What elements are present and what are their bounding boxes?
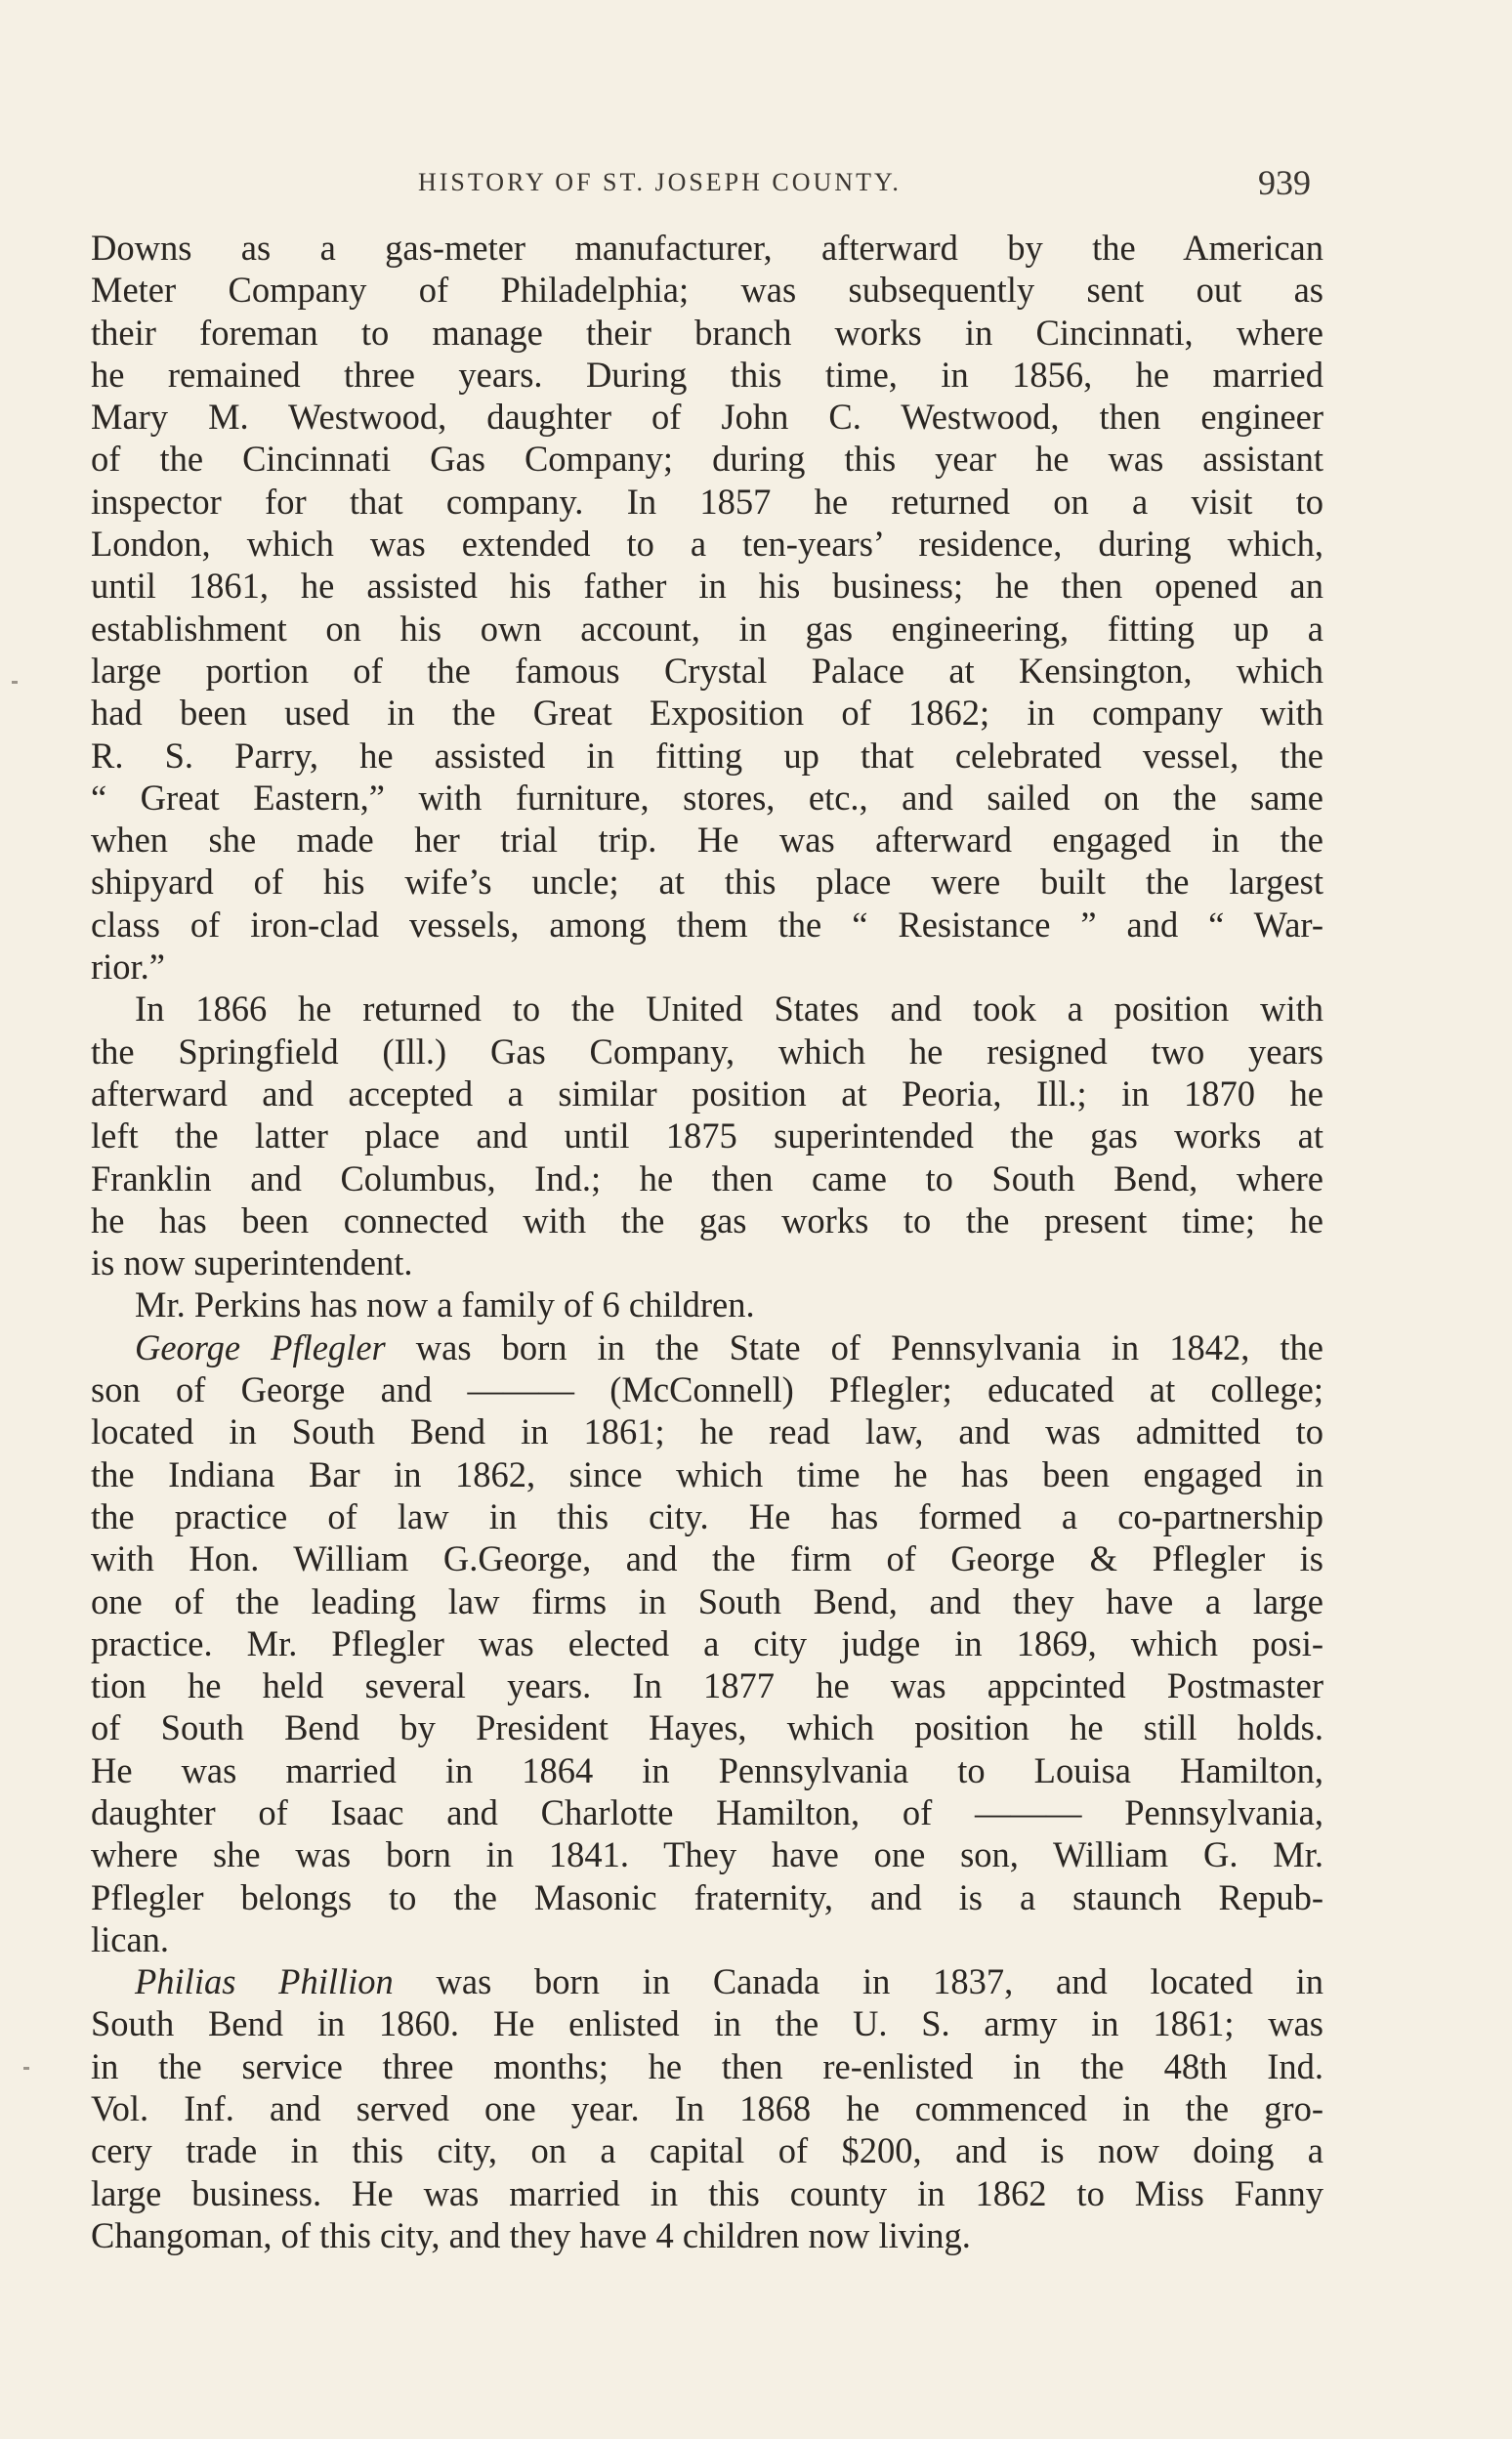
text-line [91,1495,1323,1537]
line-text: Meter Company of Philadelphia; was subsequently sent out as [91,270,1323,311]
text-line [91,1326,1323,1368]
line-text: R. S. Parry, he assisted in fitting up that celebrated vessel, the [91,735,1323,776]
text-line [91,2045,1323,2087]
margin-mark [12,681,18,684]
line-text: is now superintendent. [91,1242,413,1283]
text-line [91,2172,1323,2214]
line-text: afterward and accepted a similar position at Peoria, Ill.; in 1870 he [91,1072,1323,1114]
line-text: their foreman to manage their branch works in Cincinnati, where [91,312,1323,353]
line-text: South Bend in 1860. He enlisted in the U. S. army in 1861; was [91,2003,1323,2044]
text-line [91,904,1323,946]
line-text: practice. Mr. Pflegler was elected a city judge in 1869, which posi- [91,1622,1323,1663]
text-line [91,1241,1323,1283]
line-text: cery trade in this city, on a capital of $200, and is now doing a [91,2130,1323,2171]
text-line [91,1199,1323,1241]
line-text: “ Great Eastern,” with furniture, stores, etc., and sailed on the same [91,777,1323,818]
text-line [91,861,1323,903]
line-text: left the latter place and until 1875 superintended the gas works at [91,1115,1323,1156]
text-line [91,1664,1323,1706]
line-text: where she was born in 1841. They have one son, William G. Mr. [91,1834,1323,1875]
line-text: He was married in 1864 in Pennsylvania to Louisa Hamilton, [91,1749,1323,1790]
line-text: shipyard of his wife’s uncle; at this place were built the largest [91,862,1323,903]
text-line [91,1072,1323,1114]
line-text: the practice of law in this city. He has formed a co-partnership [91,1495,1323,1536]
running-head: HISTORY OF ST. JOSEPH COUNTY. [418,168,902,196]
text-line [91,523,1323,565]
line-text: the Springfield (Ill.) Gas Company, which he resigned two years [91,1030,1323,1072]
line-text: class of iron-clad vessels, among them the “ Resistance ” and “ War- [91,904,1323,945]
line-text: daughter of Isaac and Charlotte Hamilton, of ——— Pennsylvania, [91,1791,1323,1832]
line-text: establishment on his own account, in gas engineering, fitting up a [91,608,1323,649]
text-line [91,1453,1323,1495]
line-text: he has been connected with the gas works to the present time; he [91,1199,1323,1241]
text-line [91,1918,1323,1960]
line-text: large business. He was married in this county in 1862 to Miss Fanny [91,2172,1323,2213]
text-line [91,312,1323,354]
line-text: son of George and ——— (McConnell) Pflegler; educated at college; [91,1369,1323,1410]
text-line [91,988,1323,1030]
text-line [91,1876,1323,1918]
line-text: inspector for that company. In 1857 he returned on a visit to [91,481,1323,522]
line-text: one of the leading law firms in South Bend, and they have a large [91,1580,1323,1621]
text-line [91,608,1323,650]
line-text: had been used in the Great Exposition of 1862; in company with [91,693,1323,734]
line-text: Changoman, of this city, and they have 4 children now living. [91,2214,971,2255]
text-line [91,269,1323,311]
line-text: lican. [91,1918,170,1959]
text-line [91,438,1323,480]
text-line [91,227,1323,269]
text-line [91,1833,1323,1875]
text-line [91,2214,1323,2256]
line-text: was born in Canada in 1837, and located in [393,1961,1323,2002]
line-text: Mr. Perkins has now a family of 6 children. [135,1284,755,1325]
line-text: Pflegler belongs to the Masonic fraternity, and is a staunch Repub- [91,1876,1323,1917]
line-text: rior.” [91,946,166,988]
text-line [91,1114,1323,1156]
line-text: until 1861, he assisted his father in his business; he then opened an [91,566,1323,607]
text-line [91,396,1323,438]
text-line [91,1580,1323,1622]
text-line [91,1622,1323,1664]
text-line [91,1410,1323,1452]
line-text: of the Cincinnati Gas Company; during this year he was assistant [91,439,1323,480]
text-line [91,481,1323,523]
line-text: Mary M. Westwood, daughter of John C. Westwood, then engineer [91,397,1323,438]
body-text [91,227,1323,2256]
text-line [91,1791,1323,1833]
text-line [91,692,1323,734]
text-line [91,1960,1323,2002]
text-line [91,1030,1323,1072]
person-name: George Pflegler [135,1326,386,1367]
text-line [91,819,1323,861]
line-text: large portion of the famous Crystal Palace at Kensington, which [91,650,1323,691]
text-line [91,1157,1323,1199]
text-line [91,1537,1323,1579]
text-line [91,1368,1323,1410]
text-line [91,2002,1323,2044]
text-line [91,946,1323,988]
text-line [91,1283,1323,1325]
margin-mark [23,2067,29,2070]
text-line [91,1706,1323,1748]
text-line [91,1749,1323,1791]
line-text: when she made her trial trip. He was afterward engaged in the [91,820,1323,861]
text-line [91,354,1323,396]
line-text: Vol. Inf. and served one year. In 1868 he commenced in the gro- [91,2088,1323,2129]
line-text: of South Bend by President Hayes, which position he still holds. [91,1707,1323,1748]
line-text: In 1866 he returned to the United States and took a position with [135,988,1323,1030]
page-number: 939 [1258,163,1311,202]
line-text: in the service three months; he then re-enlisted in the 48th Ind. [91,2045,1323,2086]
line-text: Franklin and Columbus, Ind.; he then came to South Bend, where [91,1157,1323,1198]
line-text: Downs as a gas-meter manufacturer, afterward by the American [91,228,1323,268]
person-name: Philias Phillion [135,1961,394,2002]
line-text: with Hon. William G.George, and the firm of George & Pflegler is [91,1538,1323,1579]
line-text: tion he held several years. In 1877 he was appcinted Postmaster [91,1665,1323,1706]
line-text: London, which was extended to a ten-years’ residence, during which, [91,524,1323,565]
text-line [91,2087,1323,2129]
line-text: he remained three years. During this time, in 1856, he married [91,354,1323,395]
text-line [91,2129,1323,2171]
text-line [91,735,1323,777]
text-line [91,565,1323,607]
line-text: located in South Bend in 1861; he read law, and was admitted to [91,1411,1323,1452]
line-text: the Indiana Bar in 1862, since which time he has been engaged in [91,1453,1323,1494]
line-text: was born in the State of Pennsylvania in 1842, the [385,1326,1323,1367]
text-line [91,650,1323,692]
text-line [91,777,1323,819]
